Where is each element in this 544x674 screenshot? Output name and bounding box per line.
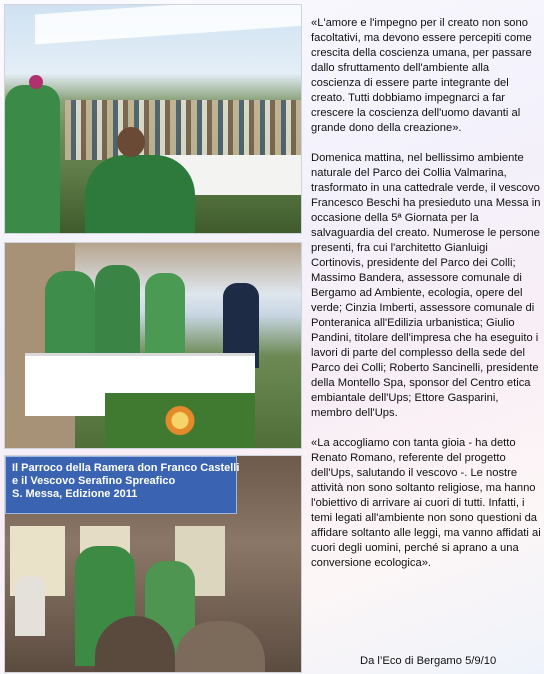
article-text xyxy=(311,16,541,586)
source-citation: Da l’Eco di Bergamo 5/9/10 xyxy=(360,655,497,667)
photo-altar-clergy xyxy=(4,242,302,449)
photo-caption-box xyxy=(5,456,240,514)
photo-indoor-mass xyxy=(4,455,302,673)
article-paragraph-closing-quote: «La accogliamo con tanta gioia - ha detto Renato Romano, referente del progetto dell'Ups, salutando il vescovo -. Le nostre attività non sono soltanto religiose, ma hanno l'obiettivo di arrivare ai cuori di tutti. Infatti, i temi legati all'ambiente non sono questioni da affidare soltanto alle leggi, ma vanno affidati ai cuori degli uomini, perché si aprano a una conversione ecologica». xyxy=(311,437,541,569)
caption-line-3: S. Messa, Edizione 2011 xyxy=(12,488,138,500)
caption-line-2: e il Vescovo Serafino Spreafico xyxy=(12,475,176,487)
article-paragraph-report: Domenica mattina, nel bellissimo ambiente naturale del Parco dei Collia Valmarina, trasformato in una cattedrale verde, il vescovo Francesco Beschi ha presieduto una Messa in occasione della 5ª Giornata per la salvaguardia del creato. Numerose le persone presenti, fra cui l'architetto Gianluigi Cortinovis, presidente del Parco dei Colli; Massimo Bandera, assessore comunale di Bergamo ad Ambiente, ecologia, opere del verde; Cinzia Imberti, assessore comunale di Ponteranica all'Edilizia urbanistica; Giulio Pandini, titolare dell'impresa che ha eseguito i lavori di parte del complesso della sede del Parco dei Colli; Roberto Sancinelli, presidente della Montello Spa, sponsor del Centro etica embiantale dell'Ups; Ettore Gasparini, membro dell'Ups. xyxy=(311,152,541,419)
photo-outdoor-mass-crowd xyxy=(4,4,302,234)
caption-line-1: Il Parroco della Ramera don Franco Castelli xyxy=(12,462,240,474)
article-paragraph-quote: «L'amore e l'impegno per il creato non sono facoltativi, ma devono essere percepiti come crescita della coscienza umana, per passare dallo sfruttamento dell'ambiente alla coscienza di essere parte integrante del creato. Tutti dobbiamo impegnarci a far crescere la coscienza dell'uomo davanti al grande dono della creazione». xyxy=(311,17,532,134)
